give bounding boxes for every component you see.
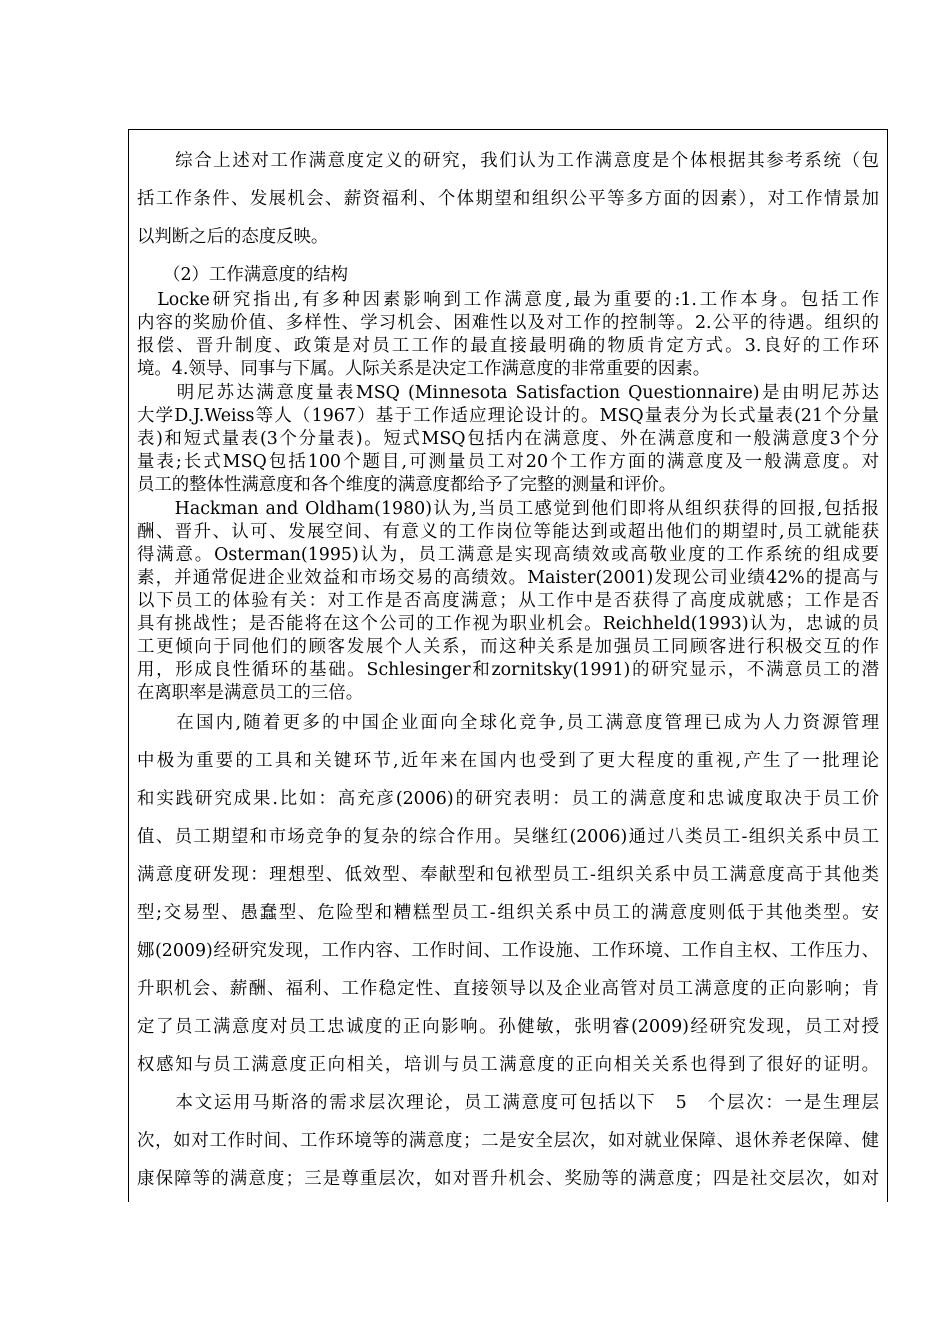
- text-line: 员工的整体性满意度和各个维度的满意度都给予了完整的测量和评价。: [137, 475, 677, 495]
- text-line: （2）工作满意度的结构: [137, 265, 349, 285]
- text-line: 括工作条件、发展机会、薪资福利、个体期望和组织公平等多方面的因素），对工作情景加: [137, 189, 879, 209]
- text-line: 次，如对工作时间、工作环境等的满意度；二是安全层次，如对就业保障、退休养老保障、健: [137, 1131, 879, 1151]
- text-line: 用，形成良性循环的基础。Schlesinger和zornitsky(1991)的研究显示，不满意员工的潜: [137, 660, 879, 680]
- text-line: 中极为重要的工具和关键环节,近年来在国内也受到了更大程度的重视,产生了一批理论: [137, 751, 879, 771]
- text-line: 工更倾向于同他们的顾客发展个人关系，而这种关系是加强员工同顾客进行积极交互的作: [137, 637, 879, 657]
- text-line: 在国内,随着更多的中国企业面向全球化竞争,员工满意度管理已成为人力资源管理: [137, 713, 879, 733]
- text-line: 满意度研发现：理想型、低效型、奉献型和包袱型员工-组织关系中员工满意度高于其他类: [137, 865, 879, 885]
- text-line: 本文运用马斯洛的需求层次理论，员工满意度可包括以下 5 个层次：一是生理层: [137, 1093, 879, 1113]
- text-line: 具有挑战性；是否能将在这个公司的工作视为职业机会。Reichheld(1993)认为，忠诚的员: [137, 614, 879, 634]
- text-line: 值、员工期望和市场竞争的复杂的综合作用。吴继红(2006)通过八类员工-组织关系中员工: [137, 827, 879, 847]
- text-line: 综合上述对工作满意度定义的研究，我们认为工作满意度是个体根据其参考系统（包: [137, 151, 879, 171]
- text-line: 型;交易型、愚蠢型、危险型和糟糕型员工-组织关系中员工的满意度则低于其他类型。安: [137, 903, 879, 923]
- text-line: 内容的奖励价值、多样性、学习机会、困难性以及对工作的控制等。2.公平的待遇。组织的: [137, 313, 879, 333]
- text-line: Locke研究指出,有多种因素影响到工作满意度,最为重要的:1.工作本身。包括工作: [137, 290, 879, 310]
- text-line: 表)和短式量表(3个分量表)。短式MSQ包括内在满意度、外在满意度和一般满意度3个分: [137, 429, 879, 449]
- text-line: 在离职率是满意员工的三倍。: [137, 683, 364, 703]
- text-line: 定了员工满意度对员工忠诚度的正向影响。孙健敏，张明睿(2009)经研究发现，员工对授: [137, 1017, 879, 1037]
- text-line: 权感知与员工满意度正向相关，培训与员工满意度的正向相关关系也得到了很好的证明。: [137, 1055, 879, 1075]
- text-line: 和实践研究成果.比如：高充彦(2006)的研究表明：员工的满意度和忠诚度取决于员工价: [137, 789, 879, 809]
- text-line: 升职机会、薪酬、福利、工作稳定性、直接领导以及企业高管对员工满意度的正向影响；肯: [137, 979, 879, 999]
- text-line: 康保障等的满意度；三是尊重层次，如对晋升机会、奖励等的满意度；四是社交层次，如对: [137, 1169, 879, 1189]
- text-line: 大学D.J.Weiss等人（1967）基于工作适应理论设计的。MSQ量表分为长式量表(21个分量: [137, 406, 879, 426]
- text-line: 报偿、晋升制度、政策是对员工工作的最直接最明确的物质肯定方式。3.良好的工作环: [137, 336, 879, 356]
- text-line: Hackman and Oldham(1980)认为,当员工感觉到他们即将从组织获得的回报,包括报: [137, 499, 879, 519]
- text-line: 量表;长式MSQ包括100个题目,可测量员工对20个工作方面的满意度及一般满意度。对: [137, 452, 879, 472]
- text-line: 以判断之后的态度反映。: [137, 227, 329, 247]
- text-line: 得满意。Osterman(1995)认为，员工满意是实现高绩效或高敬业度的工作系统的组成要: [137, 545, 879, 565]
- text-line: 境。4.领导、同事与下属。人际关系是决定工作满意度的非常重要的因素。: [137, 359, 711, 379]
- text-line: 以下员工的体验有关：对工作是否高度满意；从工作中是否获得了高度成就感；工作是否: [137, 591, 879, 611]
- text-line: 酬、晋升、认可、发展空间、有意义的工作岗位等能达到或超出他们的期望时,员工就能获: [137, 522, 879, 542]
- text-line: 明尼苏达满意度量表MSQ (Minnesota Satisfaction Questionnaire)是由明尼苏达: [137, 383, 879, 403]
- text-line: 素，并通常促进企业效益和市场交易的高绩效。Maister(2001)发现公司业绩42%的提高与: [137, 568, 879, 588]
- text-line: 娜(2009)经研究发现，工作内容、工作时间、工作设施、工作环境、工作自主权、工作压力、: [137, 941, 879, 961]
